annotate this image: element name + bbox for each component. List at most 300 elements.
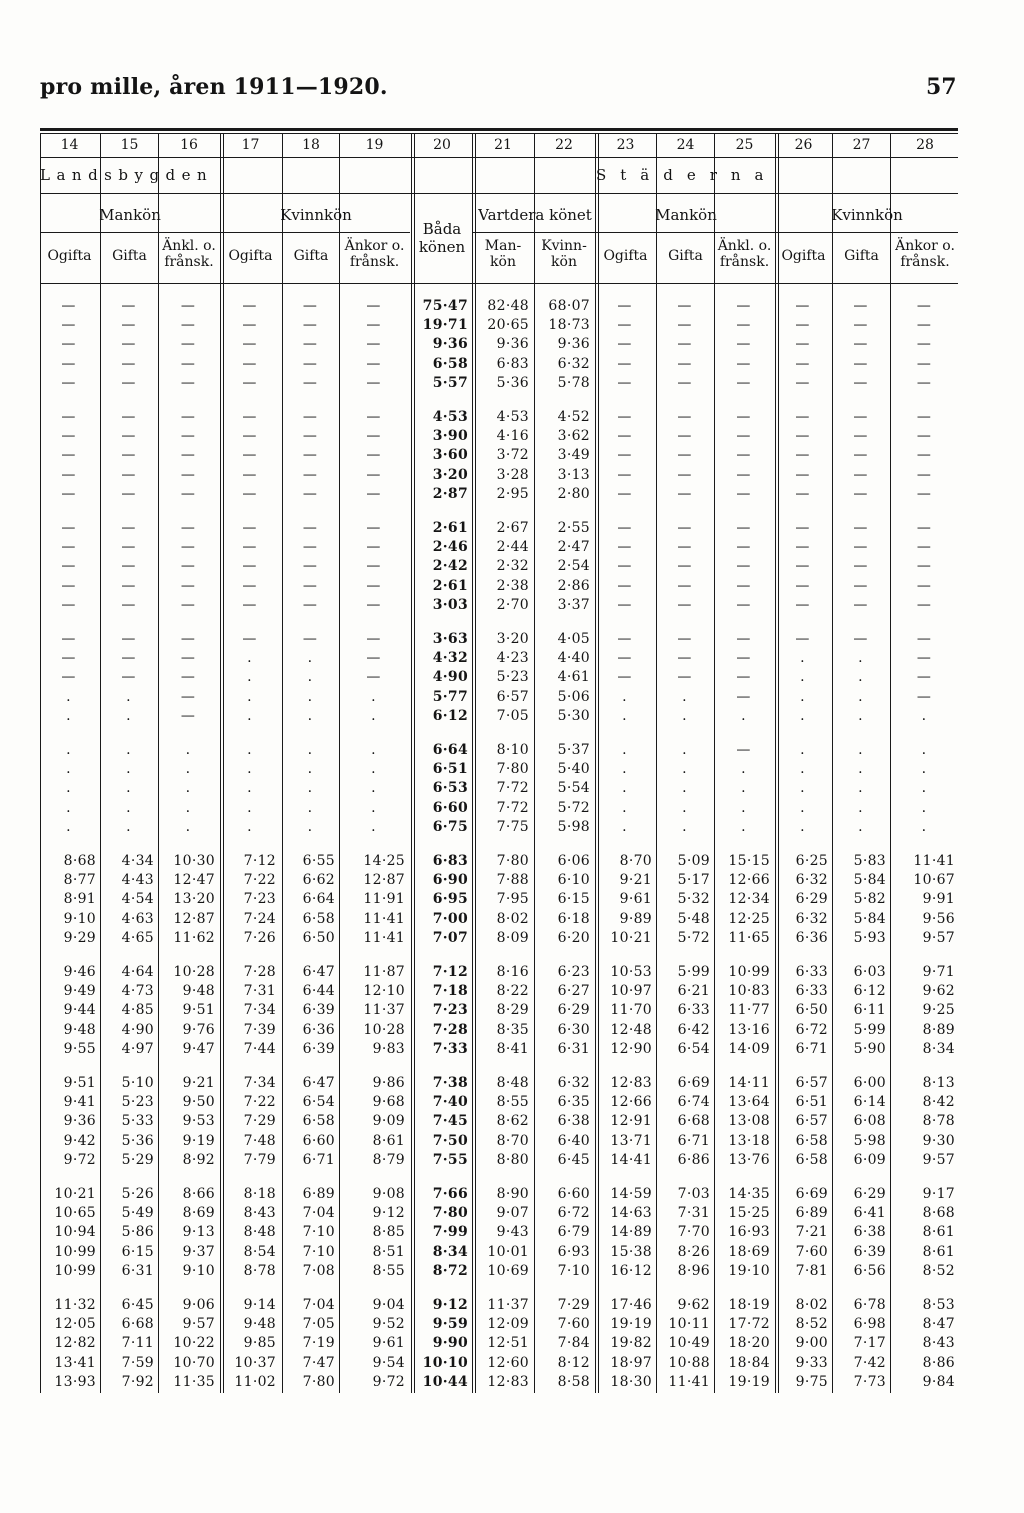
table-cell: . xyxy=(921,799,927,816)
page-title: pro mille, åren 1911—1920. xyxy=(40,74,388,100)
table-cell: — xyxy=(242,374,257,391)
table-cell: — xyxy=(302,596,318,613)
table-cell: 5·57 xyxy=(432,374,468,391)
table-cell: — xyxy=(121,669,136,686)
table-cell: 7·45 xyxy=(432,1113,468,1130)
table-cell: 13·20 xyxy=(173,891,215,908)
table-cell: — xyxy=(617,539,632,556)
table-cell: 14·35 xyxy=(728,1186,770,1202)
subgroup-rule-right xyxy=(596,232,958,233)
table-cell: 8·16 xyxy=(496,964,529,980)
table-cell: 7·40 xyxy=(432,1094,468,1111)
table-cell: — xyxy=(180,688,196,705)
table-cell: — xyxy=(61,355,76,372)
column-divider xyxy=(282,134,283,1393)
table-cell: 3·28 xyxy=(496,466,529,483)
column-divider xyxy=(595,134,596,1393)
table-cell: 9·29 xyxy=(63,929,96,946)
table-cell: — xyxy=(121,374,136,391)
table-cell: — xyxy=(61,596,76,613)
table-cell: 18·69 xyxy=(728,1243,770,1260)
table-cell: 6·60 xyxy=(302,1132,335,1149)
column-number: 26 xyxy=(794,137,813,153)
table-cell: . xyxy=(247,799,252,816)
table-cell: — xyxy=(677,447,692,464)
subgroup-vartdera: Vartdera könet xyxy=(478,206,592,224)
table-cell: 6·93 xyxy=(557,1243,590,1260)
table-cell: 5·30 xyxy=(557,707,590,724)
table-cell: 7·28 xyxy=(243,964,276,980)
table-cell: 9·36 xyxy=(432,336,468,353)
table-cell: — xyxy=(242,631,257,647)
table-cell: 10·21 xyxy=(610,929,652,946)
table-cell: . xyxy=(800,742,805,758)
table-cell: . xyxy=(247,688,252,705)
table-cell: 3·72 xyxy=(496,447,529,464)
table-cell: 8·66 xyxy=(182,1186,215,1202)
table-cell: 11·87 xyxy=(363,964,405,980)
table-cell: . xyxy=(126,780,131,797)
table-cell: — xyxy=(916,577,932,594)
table-cell: — xyxy=(853,539,868,556)
table-cell: 9·90 xyxy=(432,1335,468,1352)
table-cell: — xyxy=(677,596,692,613)
table-cell: — xyxy=(617,409,632,425)
table-cell: . xyxy=(307,650,313,667)
table-cell: 8·43 xyxy=(243,1205,276,1222)
table-cell: — xyxy=(677,298,692,314)
table-cell: 6·45 xyxy=(121,1297,154,1313)
table-cell: . xyxy=(185,818,191,835)
table-cell: 15·25 xyxy=(728,1205,770,1222)
table-cell: 6·38 xyxy=(853,1224,886,1241)
table-cell: — xyxy=(853,298,868,314)
table-cell: 12·83 xyxy=(610,1075,652,1091)
table-cell: 6·64 xyxy=(302,891,335,908)
table-cell: . xyxy=(622,688,627,705)
table-cell: . xyxy=(800,780,805,797)
table-cell: — xyxy=(677,466,692,483)
table-cell: — xyxy=(61,631,76,647)
table-cell: — xyxy=(121,298,136,314)
table-cell: — xyxy=(617,317,632,334)
table-cell: 7·50 xyxy=(432,1132,468,1149)
table-cell: — xyxy=(617,466,632,483)
table-cell: 8·77 xyxy=(63,872,96,889)
table-cell: 6·35 xyxy=(557,1094,590,1111)
table-cell: . xyxy=(682,707,687,724)
table-cell: 5·06 xyxy=(557,688,590,705)
table-cell: . xyxy=(66,780,71,797)
column-number: 27 xyxy=(852,137,871,153)
column-header: Man- kön xyxy=(484,238,522,270)
table-cell: — xyxy=(617,558,632,575)
table-cell: 12·47 xyxy=(173,872,215,889)
table-cell: 5·37 xyxy=(557,742,590,758)
table-cell: — xyxy=(916,485,932,502)
table-cell: — xyxy=(180,428,196,445)
table-cell: 2·86 xyxy=(557,577,590,594)
table-cell: — xyxy=(61,374,76,391)
table-cell: . xyxy=(921,761,927,778)
table-cell: 2·95 xyxy=(496,485,529,502)
table-cell: 10·44 xyxy=(422,1373,468,1390)
table-cell: — xyxy=(121,631,136,647)
table-cell: 7·59 xyxy=(121,1354,154,1371)
table-cell: 6·14 xyxy=(853,1094,886,1111)
table-cell: 6·33 xyxy=(795,964,828,980)
table-cell: 8·78 xyxy=(243,1262,276,1279)
table-cell: — xyxy=(180,669,196,686)
table-cell: 3·03 xyxy=(432,596,468,613)
table-cell: 8·10 xyxy=(496,742,529,758)
table-cell: . xyxy=(741,761,746,778)
table-cell: 6·51 xyxy=(432,761,468,778)
table-cell: — xyxy=(366,650,381,667)
table-cell: 12·82 xyxy=(54,1335,96,1352)
table-cell: 9·17 xyxy=(922,1186,955,1202)
table-cell: 6·71 xyxy=(302,1151,335,1168)
table-cell: — xyxy=(121,466,136,483)
table-cell: . xyxy=(800,818,805,835)
column-header: Gifta xyxy=(844,248,879,264)
table-cell: — xyxy=(242,428,257,445)
table-cell: 4·53 xyxy=(496,409,529,425)
column-number: 18 xyxy=(302,137,320,153)
table-cell: 13·76 xyxy=(728,1151,770,1168)
table-cell: — xyxy=(121,317,136,334)
table-cell: — xyxy=(795,631,810,647)
table-cell: 9·57 xyxy=(922,929,955,946)
table-cell: 6·33 xyxy=(677,1002,710,1019)
table-cell: — xyxy=(853,485,868,502)
column-header: Änkor o. frånsk. xyxy=(344,238,405,270)
table-cell: — xyxy=(736,317,751,334)
table-cell: 7·05 xyxy=(496,707,529,724)
table-cell: 5·49 xyxy=(121,1205,154,1222)
table-cell: — xyxy=(677,558,692,575)
table-cell: . xyxy=(858,669,863,686)
table-cell: — xyxy=(853,428,868,445)
table-cell: 7·55 xyxy=(432,1151,468,1168)
table-cell: 8·34 xyxy=(432,1243,468,1260)
table-cell: 6·39 xyxy=(853,1243,886,1260)
table-cell: 10·94 xyxy=(54,1224,96,1241)
table-cell: 5·32 xyxy=(677,891,710,908)
table-cell: 5·29 xyxy=(121,1151,154,1168)
table-cell: 2·70 xyxy=(496,596,529,613)
table-cell: 6·74 xyxy=(677,1094,710,1111)
table-cell: 7·66 xyxy=(432,1186,468,1202)
table-cell: . xyxy=(682,818,687,835)
table-cell: 4·16 xyxy=(496,428,529,445)
table-cell: 5·82 xyxy=(853,891,886,908)
table-cell: 9·14 xyxy=(243,1297,276,1313)
table-cell: . xyxy=(185,780,191,797)
table-cell: 6·90 xyxy=(432,872,468,889)
table-cell: — xyxy=(795,409,810,425)
table-cell: 8·70 xyxy=(619,853,652,869)
table-cell: 6·44 xyxy=(302,983,335,1000)
table-cell: 6·86 xyxy=(677,1151,710,1168)
table-cell: 8·26 xyxy=(677,1243,710,1260)
table-cell: 6·42 xyxy=(677,1021,710,1038)
table-cell: 12·34 xyxy=(728,891,770,908)
table-cell: 8·29 xyxy=(496,1002,529,1019)
table-cell: 19·71 xyxy=(422,317,468,334)
table-cell: 10·99 xyxy=(54,1262,96,1279)
table-cell: — xyxy=(366,466,381,483)
column-divider xyxy=(832,134,833,1393)
table-cell: 6·39 xyxy=(302,1040,335,1057)
table-cell: 2·55 xyxy=(557,520,590,536)
table-cell: — xyxy=(180,707,196,724)
table-cell: — xyxy=(366,520,381,536)
table-cell: 11·91 xyxy=(363,891,405,908)
table-cell: 6·50 xyxy=(302,929,335,946)
table-cell: 6·10 xyxy=(557,872,590,889)
table-cell: — xyxy=(677,374,692,391)
table-cell: — xyxy=(242,447,257,464)
table-cell: — xyxy=(61,447,76,464)
table-cell: — xyxy=(180,650,196,667)
table-cell: 6·36 xyxy=(795,929,828,946)
table-cell: 7·29 xyxy=(557,1297,590,1313)
table-cell: 6·25 xyxy=(795,853,828,869)
table-cell: 5·72 xyxy=(557,799,590,816)
table-cell: 9·84 xyxy=(922,1373,955,1390)
table-cell: 2·80 xyxy=(557,485,590,502)
table-cell: . xyxy=(371,707,376,724)
table-cell: 9·53 xyxy=(182,1113,215,1130)
table-cell: 7·17 xyxy=(853,1335,886,1352)
table-cell: — xyxy=(916,355,932,372)
table-cell: 9·68 xyxy=(372,1094,405,1111)
table-cell: . xyxy=(371,761,376,778)
table-cell: 9·71 xyxy=(922,964,955,980)
table-cell: — xyxy=(121,409,136,425)
table-cell: 6·54 xyxy=(677,1040,710,1057)
table-cell: 10·28 xyxy=(173,964,215,980)
table-cell: — xyxy=(677,539,692,556)
table-cell: 14·59 xyxy=(610,1186,652,1202)
column-divider xyxy=(40,134,41,1393)
table-cell: — xyxy=(677,669,692,686)
table-cell: 6·58 xyxy=(302,1113,335,1130)
table-cell: 7·38 xyxy=(432,1075,468,1091)
table-cell: — xyxy=(736,577,751,594)
table-cell: 8·61 xyxy=(372,1132,405,1149)
column-divider xyxy=(890,134,891,1393)
table-cell: — xyxy=(736,669,751,686)
table-cell: 4·61 xyxy=(557,669,590,686)
table-cell: — xyxy=(242,539,257,556)
table-cell: — xyxy=(677,336,692,353)
table-cell: 9·56 xyxy=(922,910,955,927)
table-cell: . xyxy=(858,799,863,816)
table-cell: 14·11 xyxy=(728,1075,770,1091)
table-cell: — xyxy=(121,447,136,464)
table-cell: 7·04 xyxy=(302,1205,335,1222)
table-cell: 7·11 xyxy=(121,1335,154,1352)
table-cell: 9·72 xyxy=(372,1373,405,1390)
table-cell: — xyxy=(180,336,196,353)
table-cell: 10·69 xyxy=(487,1262,529,1279)
table-cell: — xyxy=(617,669,632,686)
table-cell: . xyxy=(307,688,313,705)
table-cell: — xyxy=(795,317,810,334)
table-cell: 18·84 xyxy=(728,1354,770,1371)
table-cell: 9·47 xyxy=(182,1040,215,1057)
table-cell: — xyxy=(366,298,381,314)
table-cell: — xyxy=(617,374,632,391)
table-cell: 6·57 xyxy=(496,688,529,705)
table-cell: 8·43 xyxy=(922,1335,955,1352)
table-cell: 7·75 xyxy=(496,818,529,835)
table-cell: — xyxy=(61,336,76,353)
table-cell: 6·64 xyxy=(432,742,468,758)
table-cell: — xyxy=(617,577,632,594)
table-cell: 4·90 xyxy=(432,669,468,686)
table-cell: 8·68 xyxy=(922,1205,955,1222)
table-cell: . xyxy=(800,761,805,778)
table-cell: 9·10 xyxy=(63,910,96,927)
table-cell: — xyxy=(180,539,196,556)
table-cell: 7·03 xyxy=(677,1186,710,1202)
table-cell: 11·41 xyxy=(363,910,405,927)
table-cell: 7·99 xyxy=(432,1224,468,1241)
column-number: 17 xyxy=(241,137,260,153)
table-cell: 2·61 xyxy=(432,577,468,594)
table-cell: . xyxy=(126,688,131,705)
table-cell: 5·48 xyxy=(677,910,710,927)
table-cell: — xyxy=(736,520,751,536)
table-cell: . xyxy=(371,688,376,705)
table-cell: — xyxy=(853,355,868,372)
table-cell: — xyxy=(853,577,868,594)
table-cell: — xyxy=(302,374,318,391)
table-cell: — xyxy=(302,520,318,536)
table-cell: 9·54 xyxy=(372,1354,405,1371)
table-cell: 5·77 xyxy=(432,688,468,705)
table-cell: 7·00 xyxy=(432,910,468,927)
table-cell: — xyxy=(795,577,810,594)
table-cell: 6·32 xyxy=(557,1075,590,1091)
table-cell: — xyxy=(916,631,932,647)
table-cell: 7·81 xyxy=(795,1262,828,1279)
table-cell: 5·09 xyxy=(677,853,710,869)
table-cell: 9·10 xyxy=(182,1262,215,1279)
table-cell: — xyxy=(180,374,196,391)
table-cell: 5·86 xyxy=(121,1224,154,1241)
table-cell: 9·49 xyxy=(63,983,96,1000)
table-cell: 3·13 xyxy=(557,466,590,483)
table-cell: — xyxy=(242,317,257,334)
table-cell: — xyxy=(795,539,810,556)
table-cell: 8·70 xyxy=(496,1132,529,1149)
table-cell: 7·48 xyxy=(243,1132,276,1149)
table-cell: 9·04 xyxy=(372,1297,405,1313)
table-cell: 6·20 xyxy=(557,929,590,946)
table-cell: — xyxy=(242,520,257,536)
table-cell: 19·19 xyxy=(610,1316,652,1333)
table-cell: 17·72 xyxy=(728,1316,770,1333)
column-header: Gifta xyxy=(293,248,329,264)
table-cell: — xyxy=(121,539,136,556)
table-cell: 9·48 xyxy=(243,1316,276,1333)
table-cell: 18·97 xyxy=(610,1354,652,1371)
table-cell: 4·23 xyxy=(496,650,529,667)
table-cell: — xyxy=(677,409,692,425)
table-cell: . xyxy=(741,818,746,835)
column-header: Änkl. o. frånsk. xyxy=(717,238,772,270)
table-cell: . xyxy=(247,707,252,724)
table-cell: . xyxy=(66,799,71,816)
table-cell: 7·31 xyxy=(677,1205,710,1222)
table-cell: — xyxy=(180,520,196,536)
table-cell: 6·98 xyxy=(853,1316,886,1333)
table-cell: . xyxy=(800,799,805,816)
table-cell: 6·51 xyxy=(795,1094,828,1111)
table-cell: 6·18 xyxy=(557,910,590,927)
table-cell: 11·02 xyxy=(234,1373,276,1390)
table-cell: 7·22 xyxy=(243,1094,276,1111)
table-cell: — xyxy=(677,577,692,594)
table-cell: . xyxy=(800,688,805,705)
table-cell: — xyxy=(366,336,381,353)
table-cell: 2·67 xyxy=(496,520,529,536)
table-cell: 6·12 xyxy=(432,707,468,724)
table-cell: 6·39 xyxy=(302,1002,335,1019)
column-header: Gifta xyxy=(668,248,703,264)
table-cell: 6·47 xyxy=(302,1075,335,1091)
table-cell: 7·70 xyxy=(677,1224,710,1241)
table-cell: — xyxy=(677,485,692,502)
table-cell: 6·89 xyxy=(302,1186,335,1202)
table-cell: — xyxy=(302,409,318,425)
table-cell: 8·41 xyxy=(496,1040,529,1057)
table-cell: 13·71 xyxy=(610,1132,652,1149)
table-cell: . xyxy=(622,742,627,758)
table-cell: 2·38 xyxy=(496,577,529,594)
table-cell: — xyxy=(736,539,751,556)
table-cell: — xyxy=(242,577,257,594)
table-cell: 5·98 xyxy=(853,1132,886,1149)
table-cell: 11·65 xyxy=(728,929,770,946)
table-cell: . xyxy=(185,742,191,758)
table-cell: 9·50 xyxy=(182,1094,215,1111)
table-cell: 11·70 xyxy=(610,1002,652,1019)
table-cell: 11·32 xyxy=(54,1297,96,1313)
table-cell: 9·59 xyxy=(432,1316,468,1333)
column-divider xyxy=(158,134,159,1393)
table-cell: 8·62 xyxy=(496,1113,529,1130)
table-cell: 5·78 xyxy=(557,374,590,391)
table-cell: 7·10 xyxy=(557,1262,590,1279)
table-cell: — xyxy=(736,466,751,483)
table-cell: 6·60 xyxy=(557,1186,590,1202)
table-cell: . xyxy=(741,799,746,816)
table-cell: 12·09 xyxy=(487,1316,529,1333)
table-cell: — xyxy=(677,428,692,445)
table-cell: — xyxy=(795,520,810,536)
table-cell: 12·66 xyxy=(728,872,770,889)
table-cell: 8·55 xyxy=(372,1262,405,1279)
table-cell: 6·58 xyxy=(432,355,468,372)
table-cell: 6·57 xyxy=(795,1075,828,1091)
table-cell: — xyxy=(736,447,751,464)
table-cell: 6·89 xyxy=(795,1205,828,1222)
